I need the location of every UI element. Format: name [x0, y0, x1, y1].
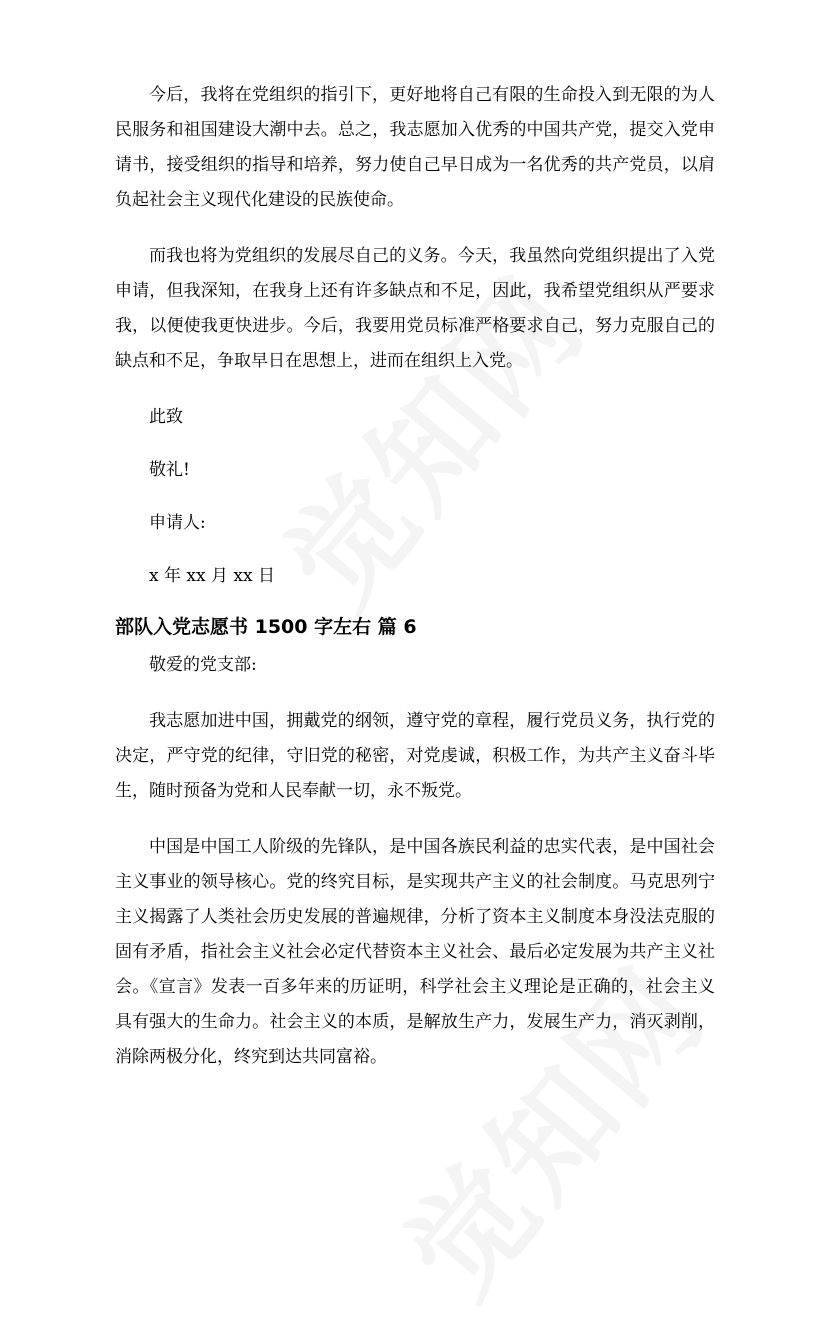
salutation: 敬爱的党支部: [149, 655, 257, 675]
date-line: x 年 xx 月 xx 日 [149, 566, 275, 586]
paragraph: 而我也将为党组织的发展尽自己的义务。今天，我虽然向党组织提出了入党申请，但我深知，在我身上还有许多缺点和不足，因此，我希望党组织从严要求我，以便使我更快进步。今后，我要用党员标准严格要求自己，努力克服自己的缺点和不足，争取早日在思想上，进而在组织上入党。 [115, 246, 715, 371]
paragraph: 我志愿加进中国，拥戴党的纲领，遵守党的章程，履行党员义务，执行党的决定，严守党的纪律，守旧党的秘密，对党虔诚，积极工作，为共产主义奋斗毕生，随时预备为党和人民奉献一切，永不叛党。 [115, 711, 715, 801]
closing-zhici: 此致 [149, 407, 183, 427]
document-page [115, 78, 715, 1096]
section-heading: 部队入党志愿书 1500 字左右 篇 6 [115, 616, 417, 638]
applicant-label: 申请人: [149, 513, 206, 533]
closing-jingli: 敬礼! [149, 460, 190, 480]
paragraph: 中国是中国工人阶级的先锋队，是中国各族民利益的忠实代表，是中国社会主义事业的领导核心。党的终究目标，是实现共产主义的社会制度。马克思列宁主义揭露了人类社会历史发展的普遍规律，分析了资本主义制度本身没法克服的固有矛盾，指社会主义社会必定代替资本主义社会、最后必定发展为共产主义社会。《宣言》发表一百多年来的历证明，科学社会主义理论是正确的，社会主义具有强大的生命力。社会主义的本质，是解放生产力，发展生产力，消灭剥削，消除两极分化，终究到达共同富裕。 [115, 837, 715, 1067]
paragraph: 今后，我将在党组织的指引下，更好地将自己有限的生命投入到无限的为人民服务和祖国建设大潮中去。总之，我志愿加入优秀的中国共产党，提交入党申请书，接受组织的指导和培养，努力使自己早日成为一名优秀的共产党员，以肩负起社会主义现代化建设的民族使命。 [115, 85, 715, 210]
